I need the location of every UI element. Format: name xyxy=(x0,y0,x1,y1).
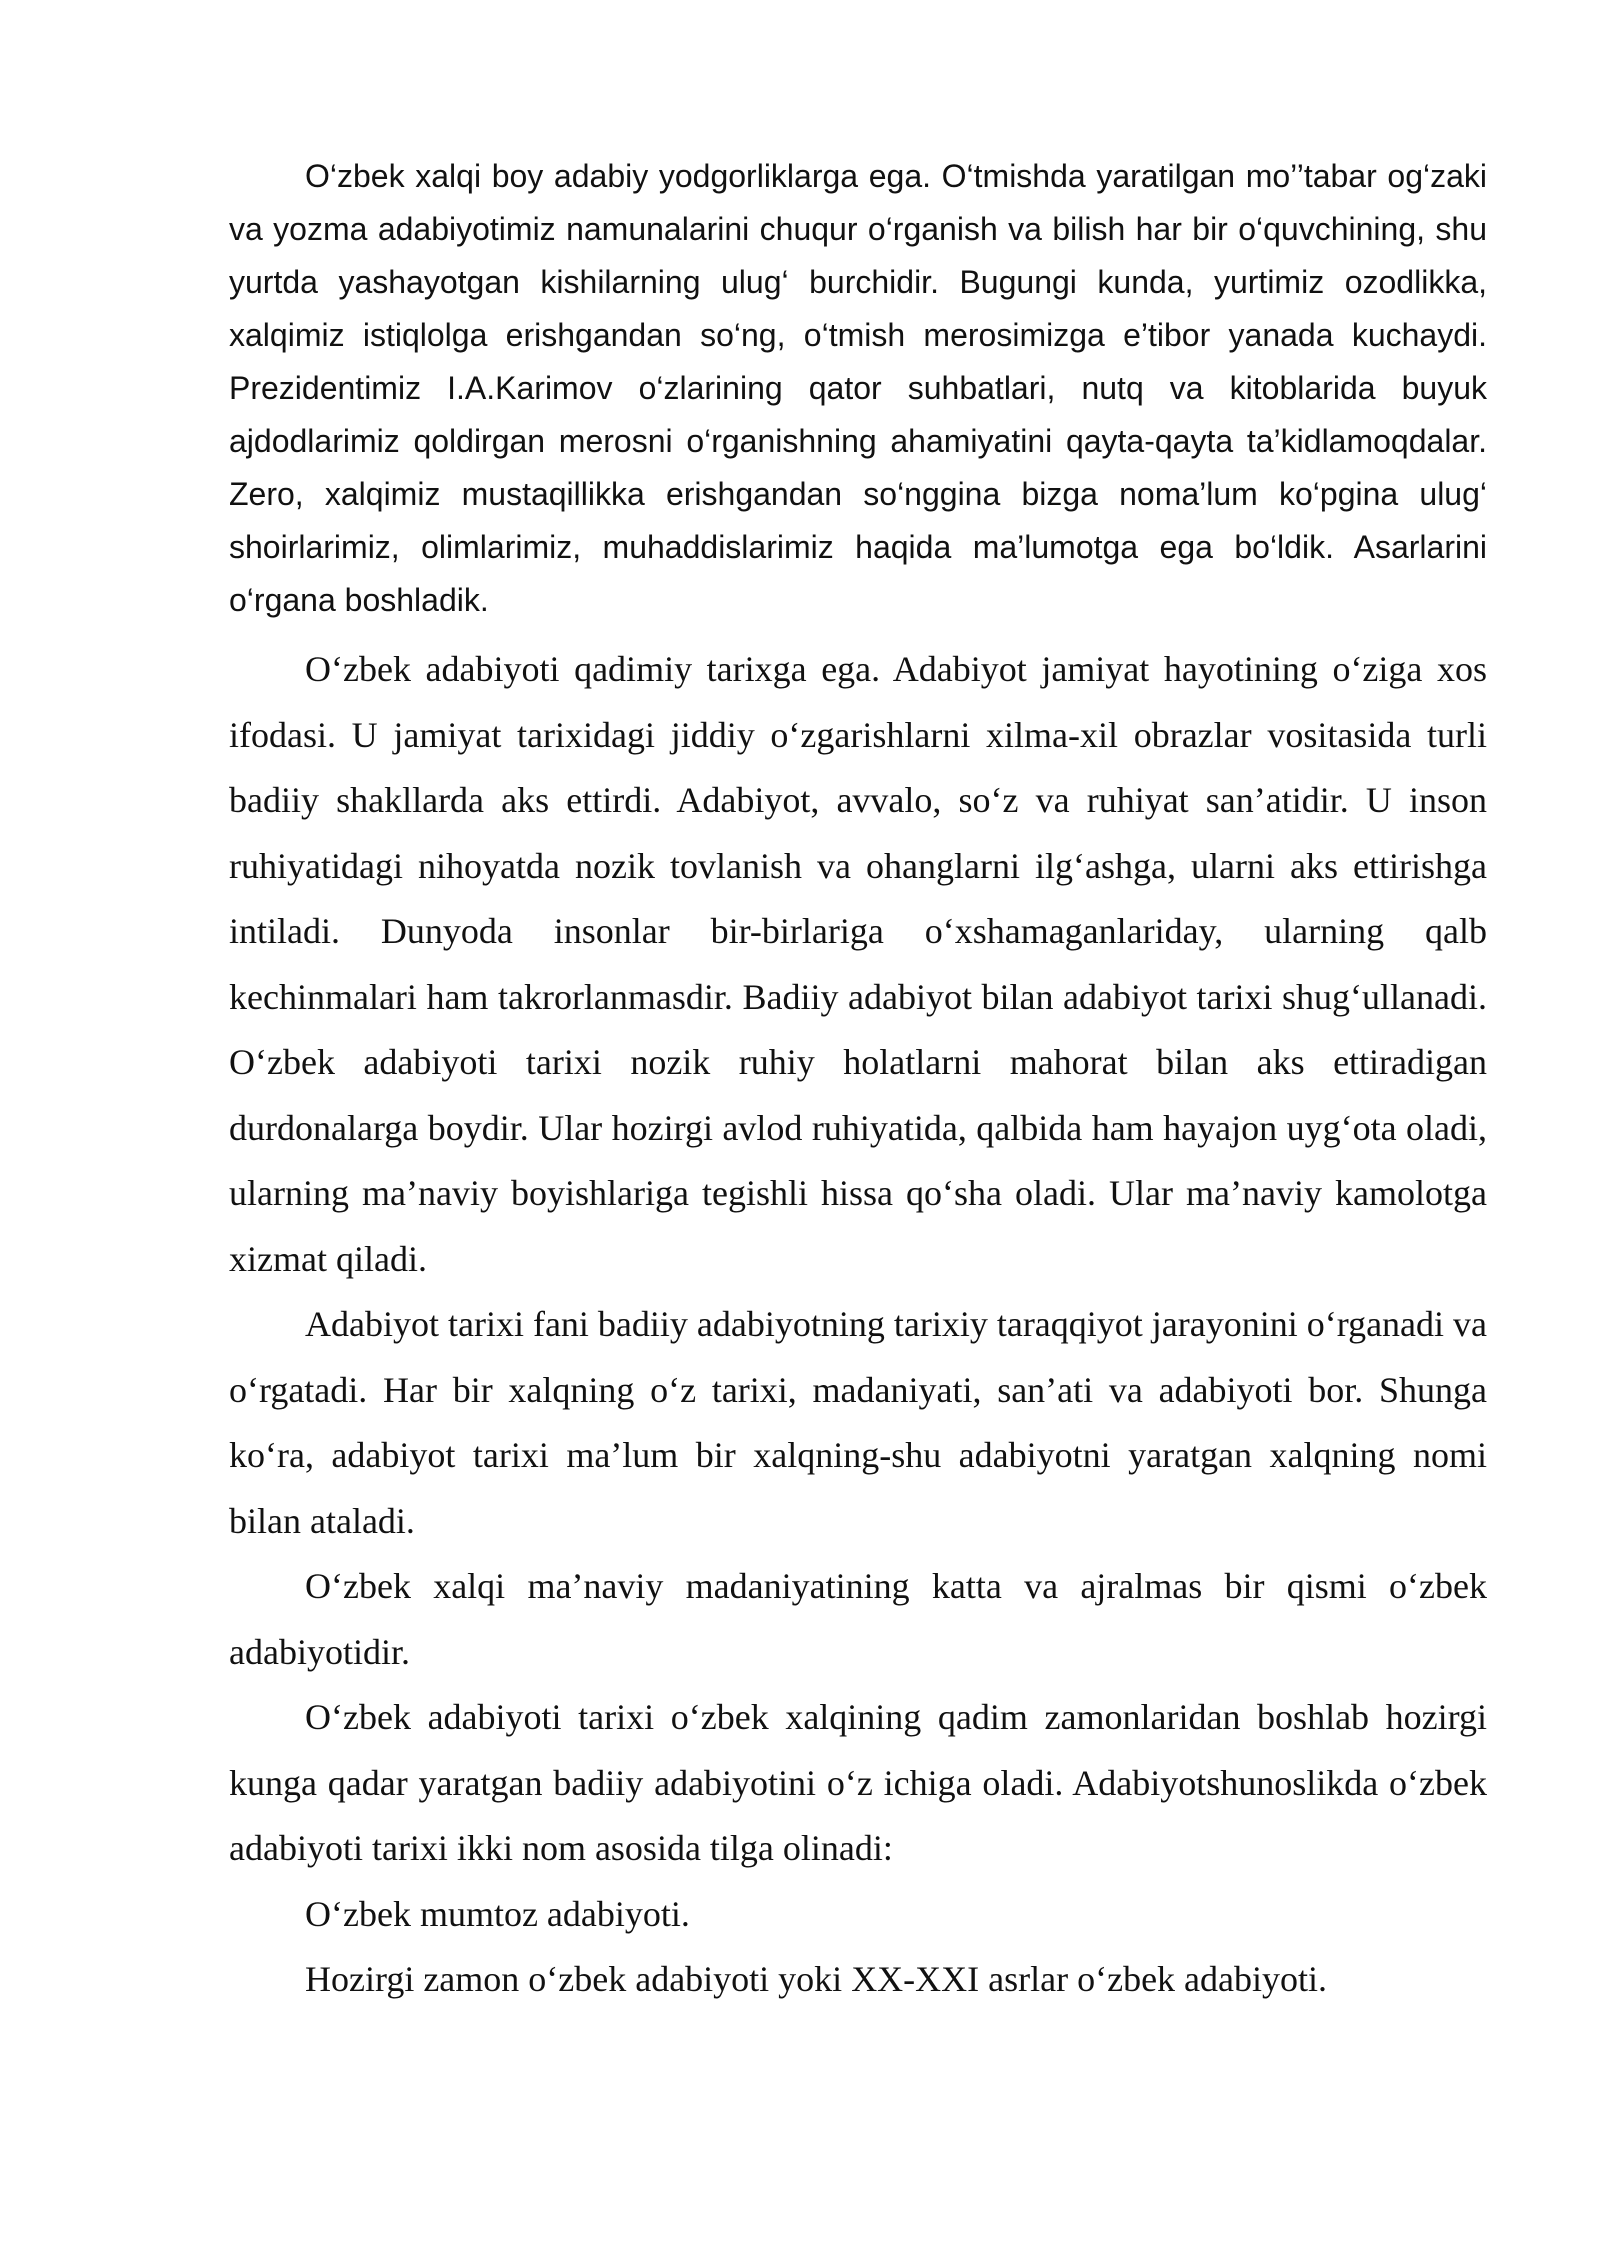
list-item-classical-literature: O‘zbek mumtoz adabiyoti. xyxy=(305,1893,690,1934)
paragraph-two-names: O‘zbek adabiyoti tarixi o‘zbek xalqining qadim zamonlaridan boshlab hozirgi kunga qadar yaratgan badiiy adabiyotini o‘z ichiga oladi. Adabiyotshunoslikda o‘zbek adabiyoti tarixi ikki nom asosida tilga olinadi: xyxy=(229,1697,1487,1868)
paragraph-history: O‘zbek adabiyoti qadimiy tarixga ega. Adabiyot jamiyat hayotining o‘ziga xos ifodasi. U jamiyat tarixidagi jiddiy o‘zgarishlarni xilma-xil obrazlar vositasida turli badiiy shakllarda aks ettirdi. Adabiyot, avvalo, so‘z va ruhiyat san’atidir. U inson ruhiyatidagi nihoyatda nozik tovlanish va ohanglarni ilg‘ashga, ularni aks ettirishga intiladi. Dunyoda insonlar bir-birlariga o‘xshamaganlariday, ularning qalb kechinmalari ham takrorlanmasdir. Badiiy adabiyot bilan adabiyot tarixi shug‘ullanadi. O‘zbek adabiyoti tarixi nozik ruhiy holatlarni mahorat bilan aks ettiradigan durdonalarga boydir. Ular hozirgi avlod ruhiyatida, qalbida ham hayajon uyg‘ota oladi, ularning ma’naviy boyishlariga tegishli hissa qo‘sha oladi. Ular ma’naviy kamolotga xizmat qiladi. xyxy=(229,649,1487,1279)
paragraph-intro: O‘zbek xalqi boy adabiy yodgorliklarga ega. O‘tmishda yaratilgan mo’’tabar og‘zaki va yozma adabiyotimiz namunalarini chuqur o‘rganish va bilish har bir o‘quvchining, shu yurtda yashayotgan kishilarning ulug‘ burchidir. Bugungi kunda, yurtimiz ozodlikka, xalqimiz istiqlolga erishgandan so‘ng, o‘tmish merosimizga e’tibor yanada kuchaydi. Prezidentimiz I.A.Karimov o‘zlarining qator suhbatlari, nutq va kitoblarida buyuk ajdodlarimiz qoldirgan merosni o‘rganishning ahamiyatini qayta-qayta ta’kidlamoqdalar. Zero, xalqimiz mustaqillikka erishgandan so‘nggina bizga noma’lum ko‘pgina ulug‘ shoirlarimiz, olimlarimiz, muhaddislarimiz haqida ma’lumotga ega bo‘ldik. Asarlarini o‘rgana boshladik. xyxy=(229,158,1487,618)
document-page xyxy=(229,150,1487,2013)
list-item-modern-literature: Hozirgi zamon o‘zbek adabiyoti yoki XX-XXI asrlar o‘zbek adabiyoti. xyxy=(305,1959,1328,1999)
paragraph-literature-history-science: Adabiyot tarixi fani badiiy adabiyotning tarixiy taraqqiyot jarayonini o‘rganadi va o‘rgatadi. Har bir xalqning o‘z tarixi, madaniyati, san’ati va adabiyoti bor. Shunga ko‘ra, adabiyot tarixi ma’lum bir xalqning-shu adabiyotni yaratgan xalqning nomi bilan ataladi. xyxy=(229,1304,1488,1541)
paragraph-spiritual-culture: O‘zbek xalqi ma’naviy madaniyatining katta va ajralmas bir qismi o‘zbek adabiyotidir. xyxy=(229,1566,1487,1672)
